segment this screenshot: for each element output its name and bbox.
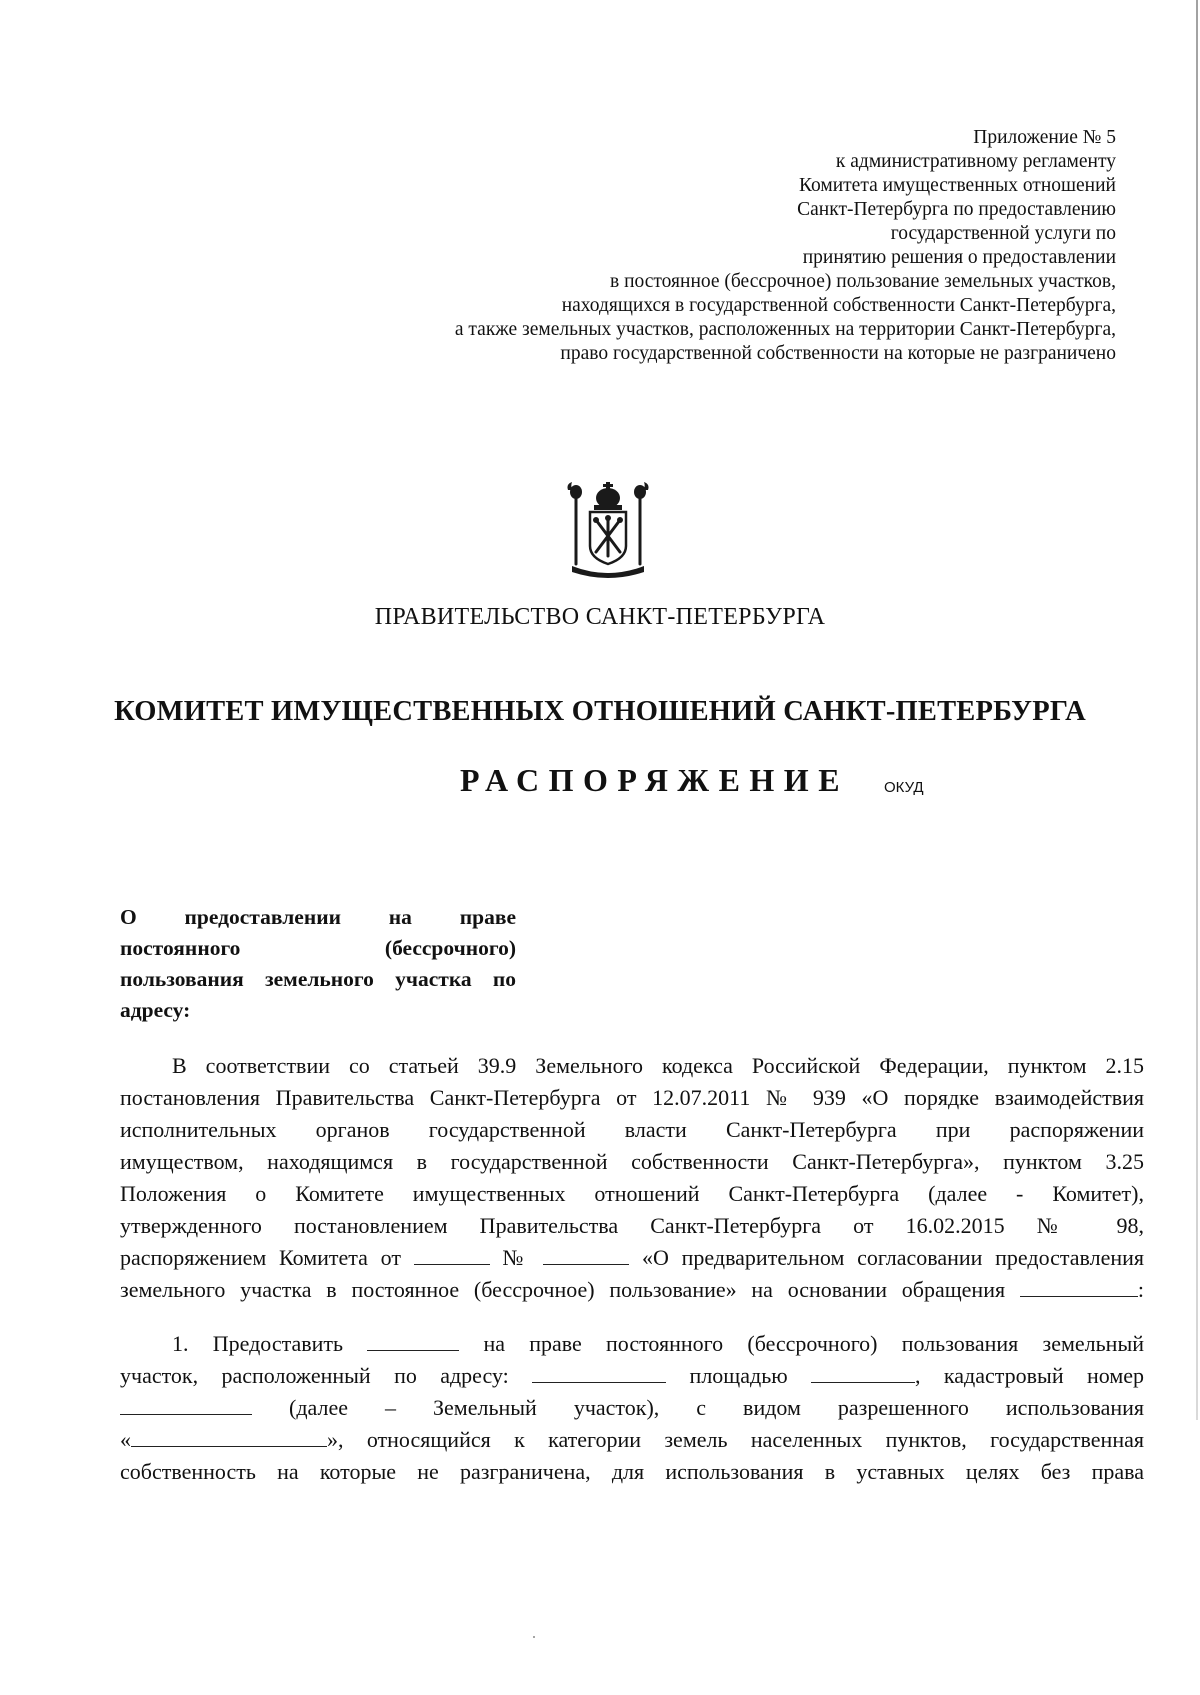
text-fragment: : <box>1137 1277 1145 1302</box>
okud-label: ОКУД <box>884 779 924 796</box>
subject-line: пользования земельного участка по <box>120 967 516 991</box>
date-blank[interactable] <box>414 1242 490 1265</box>
appendix-line: находящихся в государственной собственности Санкт-Петербурга, <box>561 295 1116 316</box>
appendix-line: принятию решения о предоставлении <box>802 247 1116 268</box>
paragraph-line: утвержденного постановлением Правительства Санкт-Петербурга от 16.02.2015 № 98, <box>120 1213 1144 1238</box>
text-fragment: земельного участка в постоянное (бессрочное) пользование» на основании обращения <box>120 1277 1006 1302</box>
paragraph-line: В соответствии со статьей 39.9 Земельного кодекса Российской Федерации, пунктом 2.15 <box>172 1053 1144 1078</box>
cadastral-number-blank[interactable] <box>120 1392 252 1415</box>
text-fragment: «О предварительном согласовании предоставления <box>642 1245 1145 1270</box>
appendix-line: в постоянное (бессрочное) пользование земельных участков, <box>609 271 1116 292</box>
permitted-use-blank[interactable] <box>131 1424 327 1447</box>
spb-coat-of-arms-icon <box>564 480 652 580</box>
scan-speck <box>533 1636 535 1638</box>
subject-line: О предоставлении на праве <box>120 905 516 929</box>
paragraph-line: постановления Правительства Санкт-Петербурга от 12.07.2011 № 939 «О порядке взаимодействия <box>120 1085 1144 1110</box>
paragraph-line-with-blanks <box>120 1424 1144 1456</box>
text-fragment: , кадастровый номер <box>915 1363 1145 1388</box>
paragraph-line-with-blanks <box>120 1242 1144 1274</box>
paragraph-item-1 <box>120 1328 1144 1488</box>
subject-line: адресу: <box>120 998 191 1022</box>
decree-title: РАСПОРЯЖЕНИЕ <box>460 762 850 798</box>
decree-row <box>460 762 960 806</box>
appendix-line: право государственной собственности на которые не разграничено <box>560 343 1116 364</box>
text-fragment: на праве постоянного (бессрочного) пользования земельный <box>483 1331 1144 1356</box>
text-fragment: распоряжением Комитета от <box>120 1245 401 1270</box>
recipient-blank[interactable] <box>367 1328 459 1351</box>
paragraph-line-with-blanks <box>120 1360 1144 1392</box>
text-fragment: участок, расположенный по адресу: <box>120 1363 509 1388</box>
text-fragment: площадью <box>689 1363 788 1388</box>
request-blank[interactable] <box>1020 1274 1138 1297</box>
paragraph-line: Положения о Комитете имущественных отношений Санкт-Петербурга (далее - Комитет), <box>120 1181 1144 1206</box>
appendix-line: Комитета имущественных отношений <box>798 175 1116 196</box>
government-title: ПРАВИТЕЛЬСТВО САНКТ-ПЕТЕРБУРГА <box>374 604 826 630</box>
committee-title: КОМИТЕТ ИМУЩЕСТВЕННЫХ ОТНОШЕНИЙ САНКТ-ПЕТЕРБУРГА <box>114 696 1086 727</box>
subject-line: постоянного (бессрочного) <box>120 936 516 960</box>
text-fragment: (далее – Земельный участок), с видом разрешенного использования <box>289 1395 1144 1420</box>
text-fragment: « <box>120 1427 131 1452</box>
appendix-line: а также земельных участков, расположенных на территории Санкт-Петербурга, <box>454 319 1116 340</box>
paragraph-line-with-blanks <box>120 1328 1144 1360</box>
text-fragment: », относящийся к категории земель населенных пунктов, государственная <box>327 1427 1144 1452</box>
paragraph-line: собственность на которые не разграничена, для использования в уставных целях без права <box>120 1459 1144 1484</box>
area-blank[interactable] <box>811 1360 915 1383</box>
paragraph-preamble <box>120 1050 1144 1306</box>
number-blank[interactable] <box>543 1242 629 1265</box>
appendix-line: к административному регламенту <box>835 151 1116 172</box>
paragraph-line-with-blanks <box>120 1274 1144 1306</box>
appendix-line: Приложение № 5 <box>973 127 1116 148</box>
subject-heading <box>120 902 516 1026</box>
paragraph-line: исполнительных органов государственной власти Санкт-Петербурга при распоряжении <box>120 1117 1144 1142</box>
appendix-block <box>356 126 1116 366</box>
text-fragment: 1. Предоставить <box>172 1331 344 1356</box>
paragraph-line-with-blanks <box>120 1392 1144 1424</box>
appendix-line: государственной услуги по <box>890 223 1116 244</box>
text-fragment: № <box>502 1245 531 1270</box>
paragraph-line: имуществом, находящимся в государственной собственности Санкт-Петербурга», пунктом 3.25 <box>120 1149 1144 1174</box>
address-blank[interactable] <box>532 1360 666 1383</box>
appendix-line: Санкт-Петербурга по предоставлению <box>797 199 1116 220</box>
